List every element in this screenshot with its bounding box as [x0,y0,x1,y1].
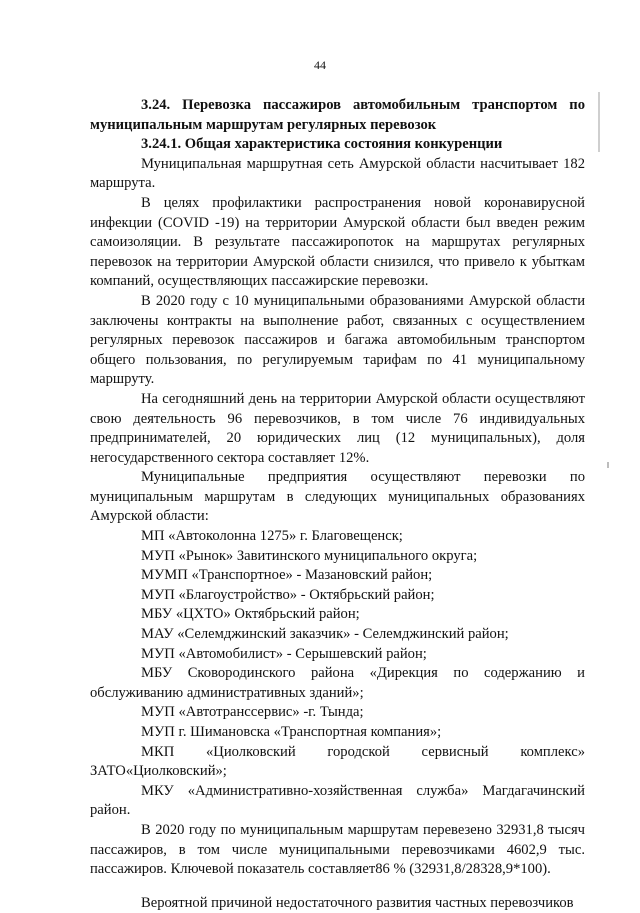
section-heading: 3.24. Перевозка пассажиров автомобильным транспортом по муниципальным маршрутам регулярных перевозок [90,97,585,133]
enterprise-list-item: МБУ «ЦХТО» Октябрьский район; [141,606,360,623]
enterprise-list-item: МАУ «Селемджинский заказчик» - Селемджинский район; [141,626,509,643]
enterprise-list-item: МУП «Автомобилист» - Серышевский район; [141,645,427,662]
enterprise-list-item: МП «Автоколонна 1275» г. Благовещенск; [141,528,403,545]
enterprise-list-item: МУП «Автотранссервис» -г. Тында; [141,704,364,721]
paragraph-municipal-enterprises: Муниципальные предприятия осуществляют перевозки по муниципальным маршрутам в следующих муниципальных образованиях Амурской области: [90,469,585,525]
page-number: 44 [314,58,326,72]
paragraph-contracts: В 2020 году с 10 муниципальными образованиями Амурской области заключены контракты на выполнение работ, связанных с осуществлением регулярных перевозок пассажиров и багажа автомобильным транспортом общего пользования, по регулируемым тарифам по 41 муниципальному маршруту. [90,292,585,388]
enterprise-list-item: МУП «Благоустройство» - Октябрьский район; [141,586,435,603]
enterprise-list-item: МУП г. Шимановска «Транспортная компания»; [141,724,442,740]
enterprise-list-item: МУМП «Транспортное» - Мазановский район; [141,567,433,584]
enterprise-list-item: МБУ Сковородинского района «Дирекция по содержанию и обслуживанию административных зданий»; [90,665,585,701]
paragraph-reasons: Вероятной причиной недостаточного развития частных перевозчиков [141,894,574,911]
scan-edge-mark [598,92,600,152]
paragraph-covid: В целях профилактики распространения новой коронавирусной инфекции (COVID -19) на территории Амурской области был введен режим самоизоляции. В результате пассажиропоток на маршрутах регулярных перевозок на территории Амурской области снизился, что привело к убыткам компаний, осуществляющих пассажирские перевозки. [90,194,585,290]
paragraph-carriers: На сегодняшний день на территории Амурской области осуществляют свою деятельность 96 перевозчиков, в том числе 76 индивидуальных предпринимателей, 20 юридических лиц (12 муниципальных), доля негосударственного сектора составляет 12%. [90,390,585,466]
enterprise-list-item: МКП «Циолковский городской сервисный комплекс» ЗАТО«Циолковский»; [90,743,585,780]
subsection-heading: 3.24.1. Общая характеристика состояния конкуренции [141,136,503,153]
paragraph-route-count: Муниципальная маршрутная сеть Амурской области насчитывает 182 маршрута. [90,155,585,192]
paragraph-passenger-statistics: В 2020 году по муниципальным маршрутам перевезено 32931,8 тысяч пассажиров, в том числе муниципальными перевозчиками 4602,9 тыс. пассажиров. Ключевой показатель составляет86 % (32931,8/28328,9*100). [90,821,585,878]
scan-dot-mark [607,462,609,468]
document-body [90,96,585,913]
enterprise-list-item: МКУ «Административно-хозяйственная служба» Магдагачинский район. [90,782,585,819]
enterprise-list-item: МУП «Рынок» Завитинского муниципального округа; [141,547,478,564]
